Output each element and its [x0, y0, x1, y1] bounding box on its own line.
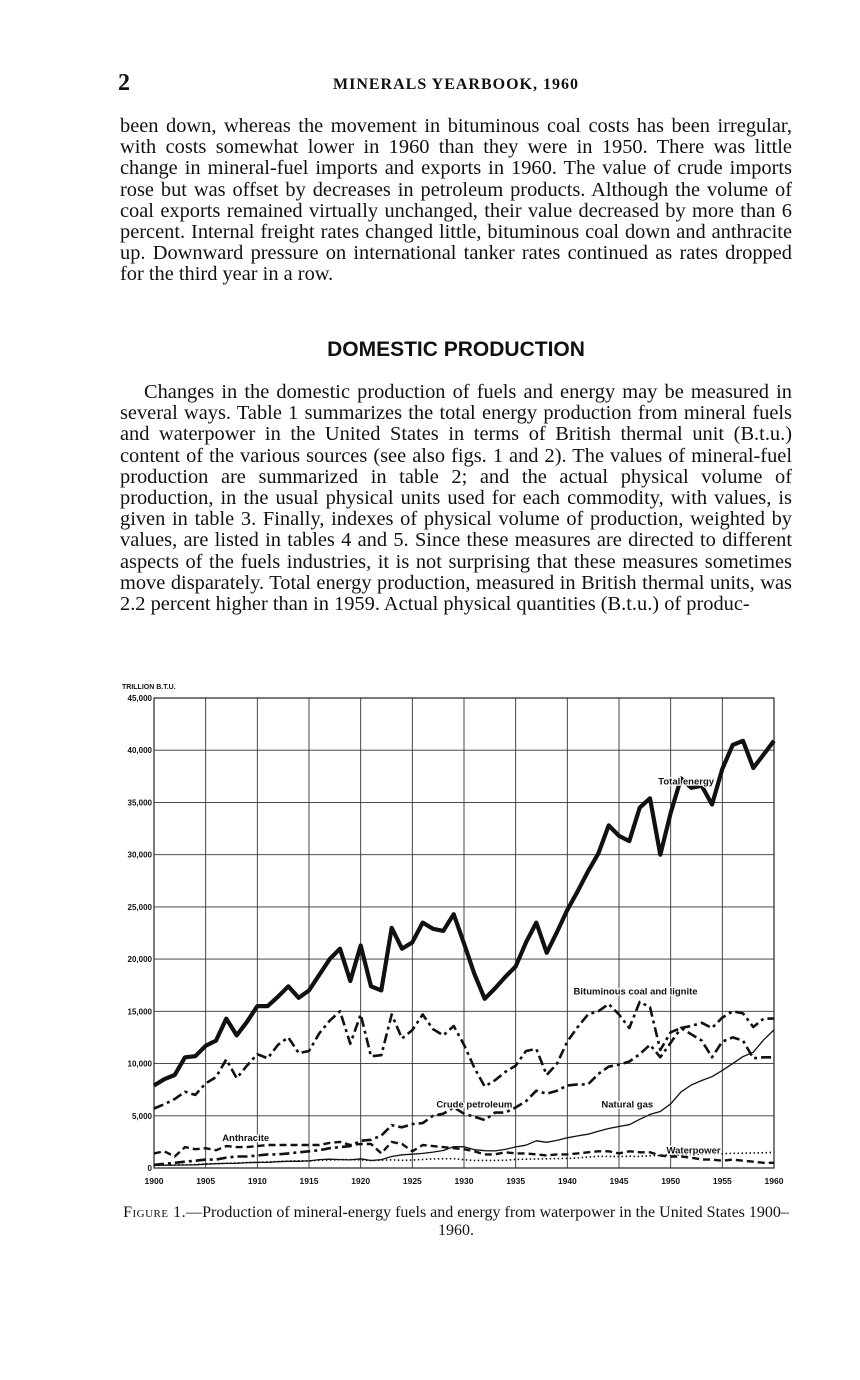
x-tick-label: 1920 [351, 1176, 371, 1186]
series-label-bituminous-coal-and-lignite: Bituminous coal and lignite [573, 986, 698, 998]
y-tick-label: 20,000 [127, 955, 152, 965]
x-tick-label: 1940 [557, 1176, 577, 1186]
x-tick-label: 1900 [144, 1176, 164, 1186]
y-tick-label: 5,000 [131, 1111, 152, 1121]
figure-1-chart [116, 678, 796, 1198]
y-tick-label: 30,000 [127, 850, 152, 860]
section-heading: DOMESTIC PRODUCTION [327, 338, 585, 361]
x-tick-label: 1930 [454, 1176, 474, 1186]
figure-caption [118, 1204, 794, 1240]
x-tick-label: 1910 [247, 1176, 267, 1186]
figure-caption-label: Figure 1. [123, 1204, 187, 1221]
y-tick-label: 0 [147, 1164, 152, 1173]
x-tick-label: 1925 [402, 1176, 422, 1186]
x-tick-label: 1955 [712, 1176, 732, 1186]
y-tick-label: 25,000 [127, 902, 152, 912]
series-label-natural-gas: Natural gas [601, 1099, 654, 1111]
series-label-crude-petroleum: Crude petroleum [436, 1099, 513, 1111]
y-axis-label: TRILLION B.T.U. [122, 684, 176, 691]
energy-production-line-chart [116, 678, 796, 1198]
page-number: 2 [118, 70, 130, 96]
running-title: MINERALS YEARBOOK, 1960 [333, 76, 579, 93]
body-paragraph-2: Changes in the domestic production of fuels and energy may be measured in several ways. Table 1 summarizes the total energy production from mineral fuels and waterpower in the United States in terms of British thermal unit (B.t.u.) content of the various sources (see also figs. 1 and 2). The values of mineral-fuel production are summarized in table 2; and the actual physical volume of production, in the usual physical units used for each commodity, with values, is given in table 3. Finally, indexes of physical volume of production, weighted by values, are listed in tables 4 and 5. Since these measures are directed to different aspects of the fuels industries, it is not surprising that these measures sometimes move disparately. Total energy production, measured in British thermal units, was 2.2 percent higher than in 1959. Actual physical quantities (B.t.u.) of produc- [120, 381, 792, 616]
series-label-waterpower: Waterpower [666, 1145, 721, 1157]
y-tick-label: 15,000 [127, 1007, 152, 1017]
x-tick-label: 1960 [764, 1176, 784, 1186]
y-tick-label: 10,000 [127, 1059, 152, 1069]
y-tick-label: 45,000 [127, 694, 152, 703]
y-tick-label: 35,000 [127, 798, 152, 808]
series-label-anthracite: Anthracite [222, 1132, 270, 1144]
x-tick-label: 1950 [661, 1176, 681, 1186]
series-label-total-energy: Total energy [658, 776, 715, 788]
page-header [118, 70, 794, 100]
x-tick-label: 1945 [609, 1176, 629, 1186]
body-paragraph-1: been down, whereas the movement in bituminous coal costs has been irregular, with costs somewhat lower in 1960 than they were in 1950. There was little change in mineral-fuel imports and exports in 1960. The value of crude imports rose but was offset by decreases in petroleum products. Although the volume of coal exports remained virtually unchanged, their value decreased by more than 6 percent. Internal freight rates changed little, bituminous coal down and anthracite up. Downward pressure on international tanker rates continued as rates dropped for the third year in a row. [120, 115, 792, 286]
x-tick-label: 1905 [196, 1176, 216, 1186]
y-tick-label: 40,000 [127, 746, 152, 756]
figure-caption-text: —Production of mineral-energy fuels and energy from waterpower in the United States 1900–1960. [186, 1204, 789, 1239]
x-tick-label: 1935 [506, 1176, 526, 1186]
x-tick-label: 1915 [299, 1176, 319, 1186]
